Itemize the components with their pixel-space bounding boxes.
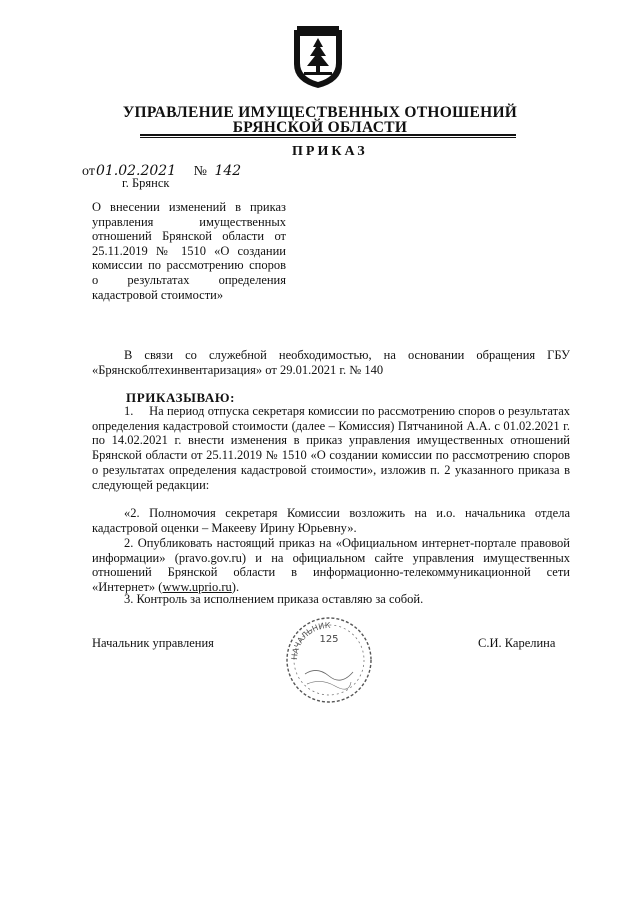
org-name-line1: УПРАВЛЕНИЕ ИМУЩЕСТВЕННЫХ ОТНОШЕНИЙ — [122, 104, 518, 121]
stamp-arc-text: НАЧАЛЬНИК — [289, 620, 331, 661]
number-prefix: № — [193, 164, 207, 179]
order-item-2 — [92, 536, 570, 595]
coat-of-arms-icon — [290, 26, 346, 90]
order-item-3: 3. Контроль за исполнением приказа оставляю за собой. — [124, 592, 424, 606]
signatory-name: С.И. Карелина — [478, 636, 556, 650]
website-link[interactable]: www.uprio.ru — [162, 580, 232, 595]
header-rule-thin — [140, 137, 516, 138]
order-item-1: 1. На период отпуска секретаря комиссии по рассмотрению споров о результатах определения кадастровой стоимости (далее – Комиссия) Пятчаниной А.А. с 01.02.2021 г. по 14.02.2021 г. внести изменения в приказ управления имущественных отношений Брянской области от 25.11.2019 № 1510 «О создании комиссии по рассмотрению споров о результатах определения кадастровой стоимости», изложив п. 2 указанного приказа в следующей редакции: — [92, 404, 570, 492]
date-prefix: от — [82, 164, 95, 179]
handwritten-date: 01.02.2021 — [95, 163, 177, 179]
official-stamp — [283, 614, 375, 706]
order-heading: ПРИКАЗЫВАЮ: — [126, 390, 236, 405]
handwritten-number: 142 — [214, 163, 242, 179]
preamble: В связи со служебной необходимостью, на основании обращения ГБУ «Брянскоблтехинвентаризация» от 29.01.2021 г. № 140 — [92, 348, 570, 377]
stamp-number: 125 — [319, 634, 339, 645]
city: г. Брянск — [122, 176, 170, 190]
order-item-1-quote: «2. Полномочия секретаря Комиссии возложить на и.о. начальника отдела кадастровой оценки – Макееву Ирину Юрьевну». — [92, 506, 570, 535]
order-item-2-text: 2. Опубликовать настоящий приказ на «Официальном интернет-портале правовой информации» (pravo.gov.ru) и на официальном сайте управления имущественных отношений Брянской области в информационно-телекоммуникационной сети «Интернет» ( — [92, 536, 570, 595]
order-subject: О внесении изменений в приказ управления имущественных отношений Брянской области от 25.11.2019 № 1510 «О создании комиссии по рассмотрению споров о результатах определения кадастровой стоимости» — [92, 200, 286, 302]
document-type: ПРИКАЗ — [292, 144, 368, 159]
header-rule — [140, 134, 516, 136]
order-item-2-tail: ). — [231, 580, 240, 595]
signatory-position: Начальник управления — [92, 636, 214, 650]
org-name-line2: БРЯНСКОЙ ОБЛАСТИ — [232, 119, 408, 136]
